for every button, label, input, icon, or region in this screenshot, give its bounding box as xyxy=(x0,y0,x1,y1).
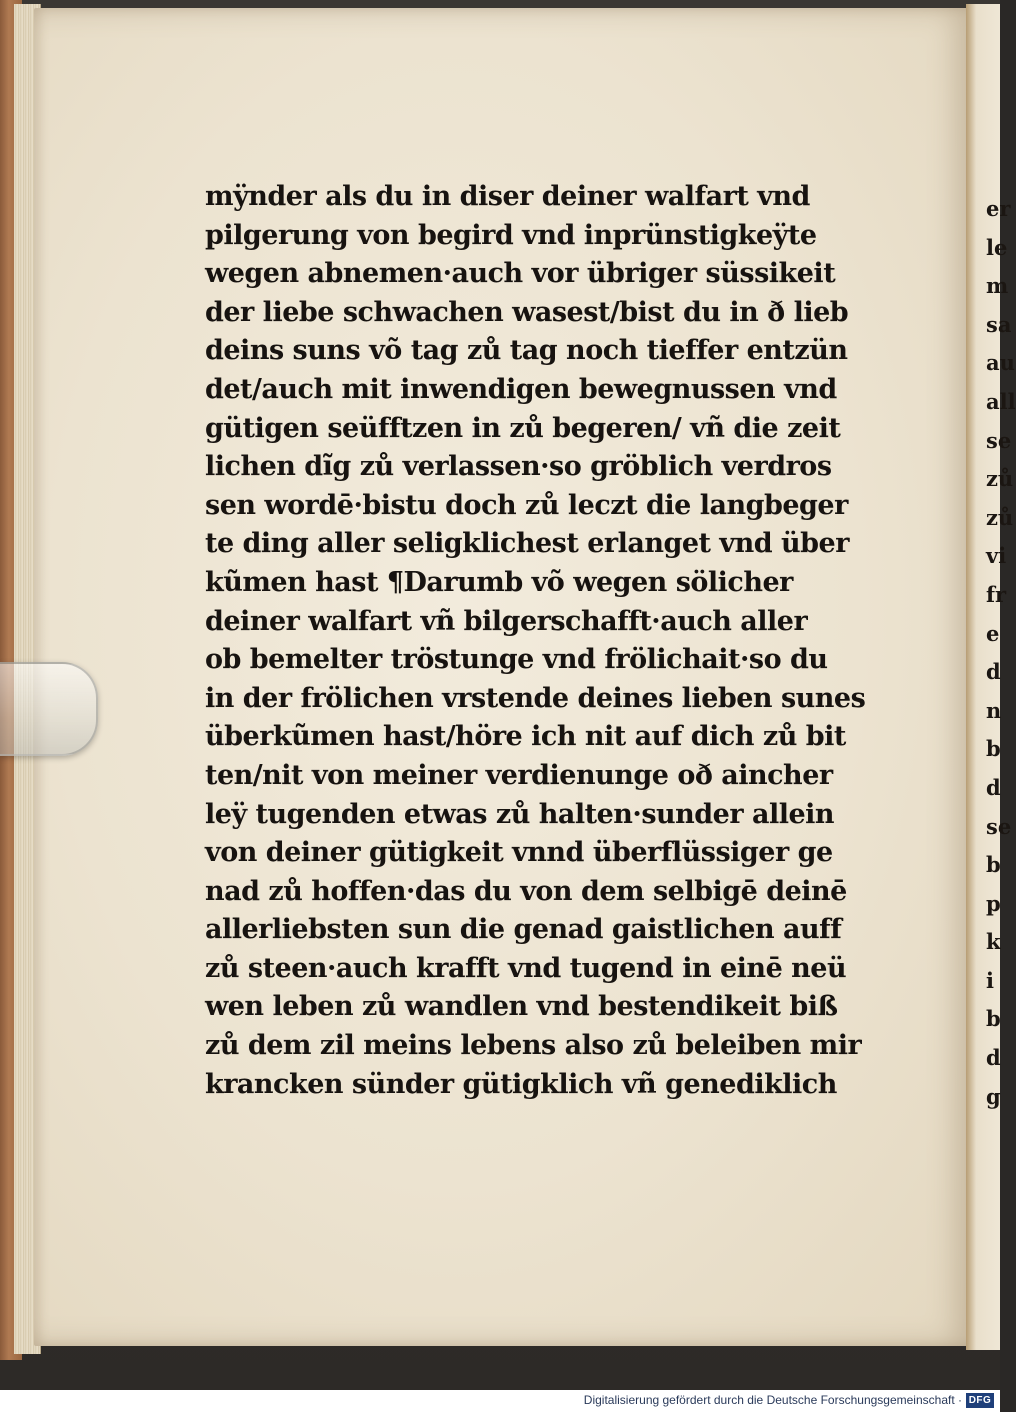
text-line: überkũmen hast/höre ich nit auf dich zů bit xyxy=(205,721,846,753)
text-line: mÿnder als du in diser deiner walfart vnd xyxy=(205,181,810,212)
text-line: zů steen·auch krafft vnd tugend in einē neü xyxy=(205,952,847,984)
facing-text-fragment: er xyxy=(986,196,1011,221)
text-line: gütigen seüfftzen in zů begeren/ vñ die zeit xyxy=(205,412,841,444)
text-line: wegen abnemen·auch vor übriger süssikeit xyxy=(205,258,836,290)
text-line: krancken sünder gütigklich vñ genediklich xyxy=(205,1068,837,1100)
text-line: von deiner gütigkeit vnnd überflüssiger ge xyxy=(205,837,833,869)
text-line: allerliebsten sun die genad gaistlichen auff xyxy=(205,914,842,946)
page-text-block xyxy=(205,178,885,1104)
text-line: in der frölichen vrstende deines lieben sunes xyxy=(205,682,866,714)
facing-text-fragment: k xyxy=(986,929,1001,955)
facing-text-fragment: au xyxy=(986,350,1015,376)
text-line: lichen dĩg zů verlassen·so gröblich verdros xyxy=(205,451,832,483)
text-line: zů dem zil meins lebens also zů beleiben mir xyxy=(205,1030,862,1062)
facing-text-fragment: e xyxy=(986,620,1000,646)
facing-text-fragment: fr xyxy=(986,581,1007,607)
facing-text-fragment: d xyxy=(986,659,1001,685)
text-line: det/auch mit inwendigen bewegnussen vnd xyxy=(205,373,837,405)
funding-credit: Digitalisierung gefördert durch die Deutsche Forschungsgemeinschaft · xyxy=(583,1393,962,1407)
facing-text-fragment: le xyxy=(986,234,1008,260)
facing-text-fragment: zů xyxy=(986,504,1014,530)
text-line: te ding aller seligklichest erlanget vnd über xyxy=(205,528,849,560)
facing-text-fragment: i xyxy=(986,967,994,993)
dfg-logo-icon: DFG xyxy=(966,1393,994,1408)
text-line: sen wordē·bistu doch zů leczt die langbeger xyxy=(205,489,848,521)
facing-text-fragment: zů xyxy=(986,466,1014,492)
facing-text-fragment: sa xyxy=(986,311,1012,337)
facing-text-fragment: se xyxy=(986,427,1012,453)
facing-text-fragment: p xyxy=(986,890,1001,916)
facing-text-fragment: se xyxy=(986,813,1012,839)
facing-page-text xyxy=(986,190,1016,1116)
facing-text-fragment: b xyxy=(986,852,1001,878)
text-line: kũmen hast ¶Darumb võ wegen sölicher xyxy=(205,566,793,598)
facing-text-fragment: b xyxy=(986,1006,1001,1032)
facing-text-fragment: b xyxy=(986,736,1001,762)
text-line: deins suns võ tag zů tag noch tieffer entzün xyxy=(205,335,848,367)
text-line: wen leben zů wandlen vnd bestendikeit biß xyxy=(205,991,838,1023)
facing-text-fragment: n xyxy=(986,697,1002,723)
facing-text-fragment: vi xyxy=(986,543,1007,569)
facing-text-fragment: d xyxy=(986,774,1001,800)
facing-text-fragment: m xyxy=(986,273,1009,299)
footer-bar xyxy=(0,1390,1000,1412)
text-line: nad zů hoffen·das du von dem selbigē deinē xyxy=(205,875,847,907)
text-line: deiner walfart vñ bilgerschafft·auch aller xyxy=(205,605,808,637)
text-line: leÿ tugenden etwas zů halten·sunder allein xyxy=(205,798,835,830)
text-line: ob bemelter tröstunge vnd frölichait·so du xyxy=(205,644,828,676)
page-clip xyxy=(0,662,98,756)
facing-text-fragment: d xyxy=(986,1045,1001,1071)
facing-text-fragment: g xyxy=(986,1083,1001,1109)
facing-text-fragment: all xyxy=(986,388,1016,414)
text-line: ten/nit von meiner verdienunge oð aincher xyxy=(205,759,833,791)
text-line: pilgerung von begird vnd inprünstigkeÿte xyxy=(205,219,817,251)
text-line: der liebe schwachen wasest/bist du in ð lieb xyxy=(205,296,849,328)
